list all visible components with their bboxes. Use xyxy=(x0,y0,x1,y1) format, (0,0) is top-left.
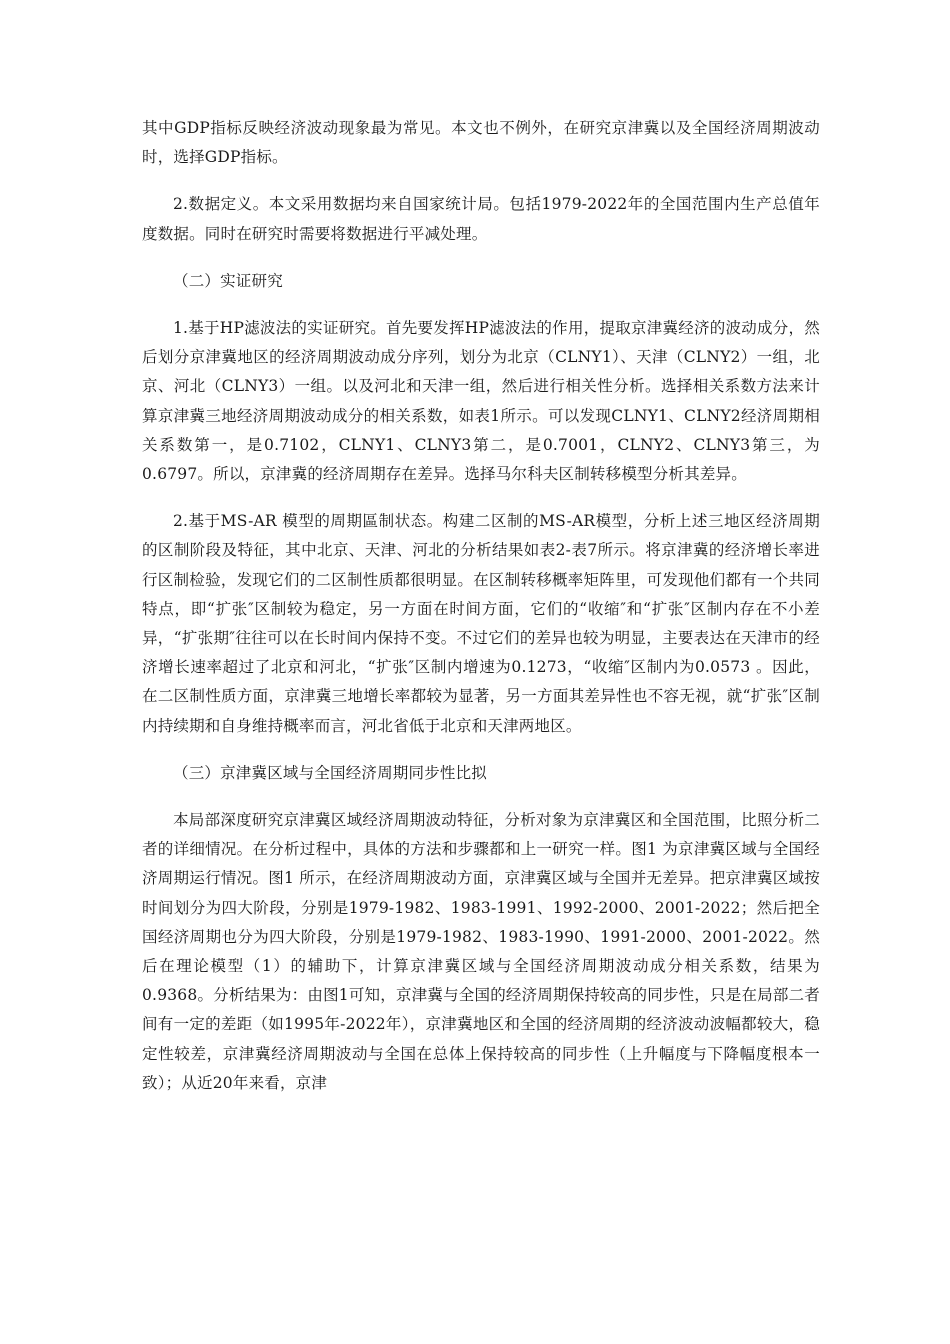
section-heading-synchronization: （三）京津冀区域与全国经济周期同步性比拟 xyxy=(173,763,488,782)
paragraph-synchronization-analysis: 本局部深度研究京津冀区域经济周期波动特征，分析对象为京津冀区和全国范围，比照分析二者的详细情况。在分析过程中，具体的方法和步骤都和上一研究一样。图1 为京津冀区域与全国经济周期运行情况。图1 所示，在经济周期波动方面，京津冀区域与全国并无差异。把京津冀区域按时间划分为四大阶段，分别是1979-1982、1983-1991、1992-2000、2001-2022；然后把全国经济周期也分为四大阶段，分别是1979-1982、1983-1990、1991-2000、2001-2022。然后在理论模型（1）的辅助下，计算京津冀区域与全国经济周期波动成分相关系数，结果为0.9368。分析结果为：由图1可知，京津冀与全国的经济周期保持较高的同步性，只是在局部二者间有一定的差距（如1995年-2022年），京津冀地区和全国的经济周期的经济波动波幅都较大，稳定性较差，京津冀经济周期波动与全国在总体上保持较高的同步性（上升幅度与下降幅度根本一致）；从近20年来看，京津 xyxy=(142,811,820,1092)
paragraph-gdp-indicator: 其中GDP指标反映经济波动现象最为常见。本文也不例外，在研究京津冀以及全国经济周期波动时，选择GDP指标。 xyxy=(142,119,820,167)
paragraph-ms-ar-model: 2.基于MS-AR 模型的周期區制状态。构建二区制的MS-AR模型，分析上述三地区经济周期的区制阶段及特征，其中北京、天津、河北的分析结果如表2-表7所示。将京津冀的经济增长率进行区制检验，发现它们的二区制性质都很明显。在区制转移概率矩阵里，可发现他们都有一个共同特点，即“扩张″区制较为稳定，另一方面在时间方面，它们的“收缩″和“扩张″区制内存在不小差异，“扩张期″往往可以在长时间内保持不变。不过它们的差异也较为明显，主要表达在天津市的经济增长速率超过了北京和河北，“扩张″区制内增速为0.1273，“收缩″区制内为0.0573 。因此，在二区制性质方面，京津冀三地增长率都较为显著，另一方面其差异性也不容无视，就“扩张″区制内持续期和自身维持概率而言，河北省低于北京和天津两地区。 xyxy=(142,512,820,735)
paragraph-hp-filter: 1.基于HP滤波法的实证研究。首先要发挥HP滤波法的作用，提取京津冀经济的波动成分，然后划分京津冀地区的经济周期波动成分序列，划分为北京（CLNY1）、天津（CLNY2）一组，北京、河北（CLNY3）一组。以及河北和天津一组，然后进行相关性分析。选择相关系数方法来计算京津冀三地经济周期波动成分的相关系数，如表1所示。可以发现CLNY1、CLNY2经济周期相关系数第一，是0.7102，CLNY1、CLNY3第二，是0.7001，CLNY2、CLNY3第三，为0.6797。所以，京津冀的经济周期存在差异。选择马尔科夫区制转移模型分析其差异。 xyxy=(142,319,820,484)
paragraph-data-definition: 2.数据定义。本文采用数据均来自国家统计局。包括1979-2022年的全国范围内生产总值年度数据。同时在研究时需要将数据进行平减处理。 xyxy=(142,195,820,243)
section-heading-empirical-study: （二）实证研究 xyxy=(173,271,283,290)
